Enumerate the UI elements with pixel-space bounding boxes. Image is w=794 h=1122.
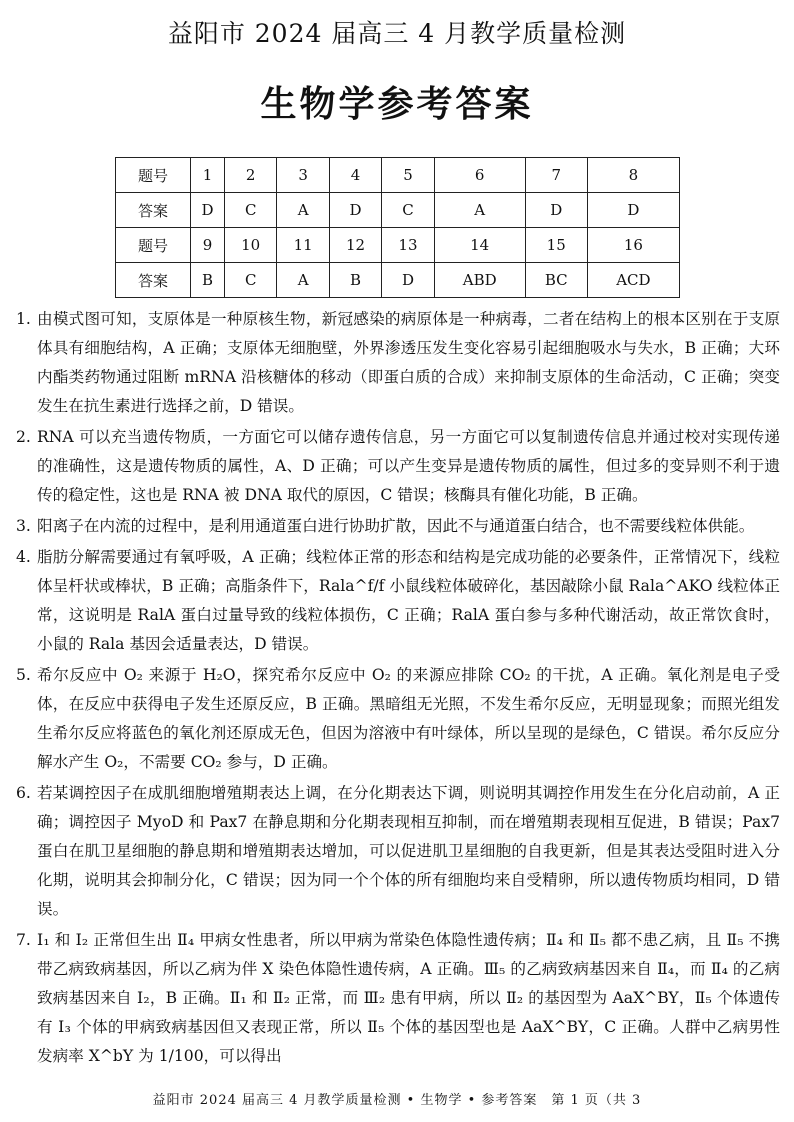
explanation-text: 由模式图可知，支原体是一种原核生物，新冠感染的病原体是一种病毒，二者在结构上的根本区别在于支原体具有细胞结构，A 正确；支原体无细胞壁，外界渗透压发生变化容易引起细胞吸水与失水，B 正确；大环内酯类药物通过阻断 mRNA 沿核糖体的移动（即蛋白质的合成）来抑制支原体的生命活动，C 正确；突变发生在抗生素进行选择之前，D 错误。 [37,310,780,415]
question-number: 3. [16,517,31,535]
question-explanation [16,926,780,1071]
table-cell: 3 [277,158,329,193]
table-cell: 1 [191,158,225,193]
table-cell: 9 [191,228,225,263]
table-cell: 2 [224,158,276,193]
explanation-text: 脂肪分解需要通过有氧呼吸，A 正确；线粒体正常的形态和结构是完成功能的必要条件，正常情况下，线粒体呈杆状或棒状，B 正确；高脂条件下，Rala^f/f 小鼠线粒体破碎化，基因敲除小鼠 Rala^AKO 线粒体正常，这说明是 RalA 蛋白过量导致的线粒体损伤，C 正确；RalA 蛋白参与多种代谢活动，故正常饮食时，小鼠的 Rala 基因会适量表达，D 错误。 [37,548,780,653]
explanation-text: 阳离子在内流的过程中，是利用通道蛋白进行协助扩散，因此不与通道蛋白结合，也不需要线粒体供能。 [37,517,755,535]
table-cell: 12 [329,228,381,263]
row-label-cell: 答案 [116,193,191,228]
table-cell: 6 [434,158,525,193]
row-label-cell: 题号 [116,228,191,263]
table-cell: 13 [382,228,434,263]
table-cell: B [191,263,225,298]
question-number: 1. [16,310,31,328]
table-cell: A [277,193,329,228]
table-cell: A [277,263,329,298]
row-label-cell: 题号 [116,158,191,193]
question-number: 6. [16,784,31,802]
table-cell: D [329,193,381,228]
question-number: 2. [16,428,31,446]
table-cell: 16 [587,228,679,263]
table-cell: D [191,193,225,228]
question-number: 5. [16,666,31,684]
table-cell: 7 [525,158,587,193]
table-cell: D [525,193,587,228]
table-cell: BC [525,263,587,298]
table-cell: D [587,193,679,228]
table-cell: C [224,263,276,298]
question-number-row [116,158,680,193]
table-cell: A [434,193,525,228]
explanation-text: 希尔反应中 O₂ 来源于 H₂O，探究希尔反应中 O₂ 的来源应排除 CO₂ 的干扰，A 正确。氧化剂是电子受体，在反应中获得电子发生还原反应，B 正确。黑暗组无光照，不发生希尔反应，无明显现象；而照光组发生希尔反应将蓝色的氧化剂还原成无色，但因为溶液中有叶绿体，所以呈现的是绿色，C 错误。希尔反应分解水产生 O₂，不需要 CO₂ 参与，D 正确。 [37,666,780,771]
explanation-text: Ⅰ₁ 和 Ⅰ₂ 正常但生出 Ⅱ₄ 甲病女性患者，所以甲病为常染色体隐性遗传病；Ⅱ₄ 和 Ⅱ₅ 都不患乙病，且 Ⅱ₅ 不携带乙病致病基因，所以乙病为伴 X 染色体隐性遗传病，A 正确。Ⅲ₅ 的乙病致病基因来自 Ⅱ₄，而 Ⅱ₄ 的乙病致病基因来自 Ⅰ₂，B 正确。Ⅱ₁ 和 Ⅱ₂ 正常，而 Ⅲ₂ 患有甲病，所以 Ⅱ₂ 的基因型为 AaX^BY，Ⅱ₅ 个体遗传有 Ⅰ₃ 个体的甲病致病基因但又表现正常，所以 Ⅱ₅ 个体的基因型也是 AaX^BY，C 正确。人群中乙病男性发病率 X^bY 为 1/100，可以得出 [37,931,780,1065]
table-cell: 14 [434,228,525,263]
table-cell: B [329,263,381,298]
question-explanation [16,779,780,924]
page-footer: 益阳市 2024 届高三 4 月教学质量检测 • 生物学 • 参考答案 第 1 页（共 3 [152,1093,642,1108]
table-cell: 15 [525,228,587,263]
question-explanation [16,423,780,510]
answer-row [116,263,680,298]
table-cell: C [224,193,276,228]
table-cell: 11 [277,228,329,263]
table-cell: C [382,193,434,228]
table-cell: ACD [587,263,679,298]
question-explanation [16,661,780,777]
answer-row [116,193,680,228]
question-explanation [16,543,780,659]
page-title: 生物学参考答案 [260,84,534,125]
table-cell: 10 [224,228,276,263]
explanation-text: 若某调控因子在成肌细胞增殖期表达上调，在分化期表达下调，则说明其调控作用发生在分化启动前，A 正确；调控因子 MyoD 和 Pax7 在静息期和分化期表现相互抑制，而在增殖期表现相互促进，B 错误；Pax7 蛋白在肌卫星细胞的静息期和增殖期表达增加，可以促进肌卫星细胞的自我更新，但是其表达受阻时进入分化期，说明其会抑制分化，C 错误；因为同一个个体的所有细胞均来自受精卵，所以遗传物质均相同，D 错误。 [37,784,781,918]
table-cell: 5 [382,158,434,193]
row-label-cell: 答案 [116,263,191,298]
question-number: 7. [16,931,31,949]
table-cell: 4 [329,158,381,193]
question-number: 4. [16,548,31,566]
explanation-text: RNA 可以充当遗传物质，一方面它可以储存遗传信息，另一方面它可以复制遗传信息并通过校对实现传递的准确性，这是遗传物质的属性，A、D 正确；可以产生变异是遗传物质的属性，但过多的变异则不利于遗传的稳定性，这也是 RNA 被 DNA 取代的原因，C 错误；核酶具有催化功能，B 正确。 [37,428,780,504]
question-explanation [16,512,780,541]
exam-header: 益阳市 2024 届高三 4 月教学质量检测 [167,19,627,48]
answer-explanations [16,305,780,1073]
answer-table [115,157,680,298]
table-cell: ABD [434,263,525,298]
question-explanation [16,305,780,421]
table-cell: D [382,263,434,298]
question-number-row [116,228,680,263]
table-cell: 8 [587,158,679,193]
